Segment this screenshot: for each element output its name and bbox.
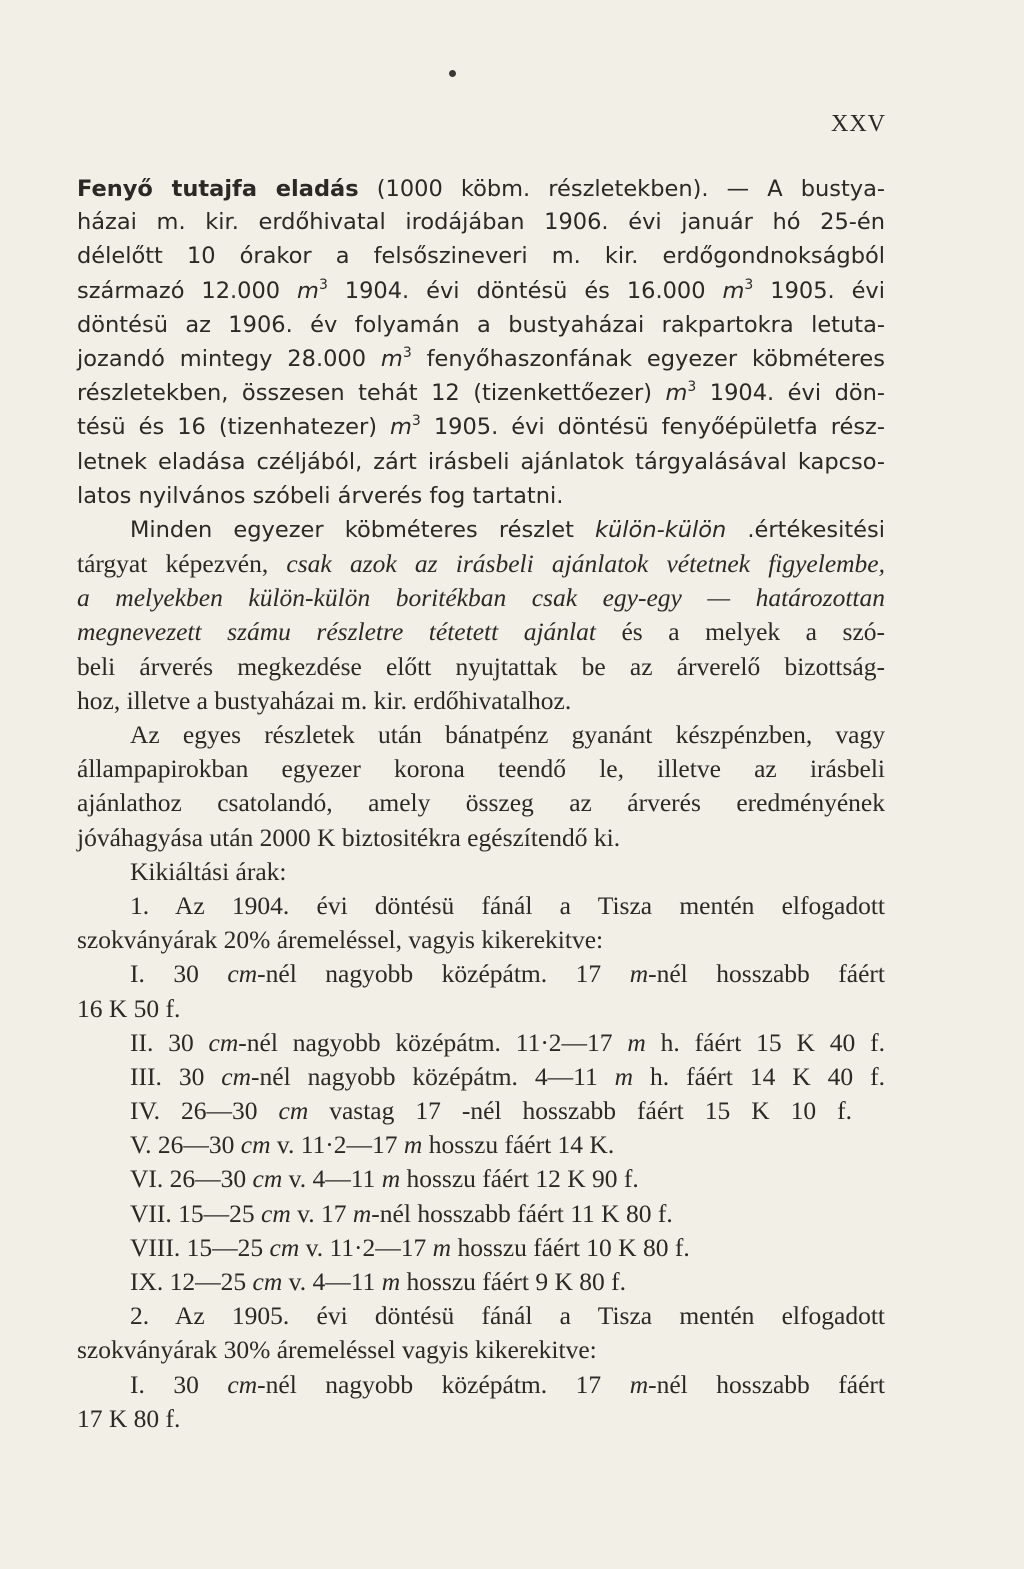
text-line: részletekben, összesen tehát 12 (tizenkettőezer) $m^3$ 1904. évi dön- bbox=[77, 379, 885, 407]
text-line: jóváhagyása után 2000 K biztositékra egészítendő ki. bbox=[77, 822, 621, 852]
text-line: I. 30 cm-nél nagyobb középátm. 17 m-nél hosszabb fáért bbox=[130, 1369, 885, 1399]
text-line: szokványárak 30% áremeléssel vagyis kikerekitve: bbox=[77, 1335, 597, 1365]
printed-dot bbox=[449, 70, 456, 77]
text-line: VIII. 15—25 cm v. 11·2—17 m hosszu fáért 10 K 80 f. bbox=[130, 1232, 690, 1262]
text-line: VI. 26—30 cm v. 4—11 m hosszu fáért 12 K 90 f. bbox=[130, 1164, 639, 1194]
text-line: I. 30 cm-nél nagyobb középátm. 17 m-nél hosszabb fáért bbox=[130, 959, 885, 989]
text-line: IX. 12—25 cm v. 4—11 m hosszu fáért 9 K 80 f. bbox=[130, 1267, 627, 1296]
body-text bbox=[77, 171, 885, 1436]
text-line: 17 K 80 f. bbox=[77, 1403, 181, 1433]
text-line: Minden egyezer köbméteres részlet külön-külön .értékesitési bbox=[130, 516, 885, 543]
text-line: VII. 15—25 cm v. 17 m-nél hosszabb fáért 11 K 80 f. bbox=[130, 1198, 673, 1228]
text-line: beli árverés megkezdése előtt nyujtattak be az árverelő bizottság- bbox=[77, 651, 885, 681]
text-line: megnevezett számu részletre tétetett ajánlat és a melyek a szó- bbox=[77, 617, 885, 647]
text-line: jozandó mintegy 28.000 $m^3$ fenyőhaszonfának egyezer köbméteres bbox=[77, 344, 885, 372]
text-line: tésü és 16 (tizenhatezer) $m^3$ 1905. évi döntésü fenyőépületfa rész- bbox=[77, 413, 885, 441]
text-line: állampapirokban egyezer korona teendő le, illetve az irásbeli bbox=[77, 754, 885, 784]
text-line: 1. Az 1904. évi döntésü fánál a Tisza mentén elfogadott bbox=[130, 890, 885, 920]
text-line: házai m. kir. erdőhivatal irodájában 1906. évi január hó 25-én bbox=[77, 209, 885, 236]
text-line: III. 30 cm-nél nagyobb középátm. 4—11 m h. fáért 14 K 40 f. bbox=[130, 1061, 886, 1091]
text-line: a melyekben külön-külön boritékban csak egy-egy — határozottan bbox=[77, 583, 885, 613]
text-line: tárgyat képezvén, csak azok az irásbeli ajánlatok vétetnek figyelembe, bbox=[77, 549, 886, 579]
text-line: származó 12.000 $m^3$ 1904. évi döntésü és 16.000 $m^3$ 1905. évi bbox=[77, 276, 885, 304]
text-line: V. 26—30 cm v. 11·2—17 m hosszu fáért 14 K. bbox=[130, 1130, 615, 1160]
text-line: döntésü az 1906. év folyamán a bustyaházai rakpartokra letuta- bbox=[77, 311, 885, 338]
text-line: Az egyes részletek után bánatpénz gyanánt készpénzben, vagy bbox=[130, 720, 885, 749]
text-line: Fenyő tutajfa eladás (1000 köbm. részletekben). — A bustya- bbox=[77, 176, 885, 202]
section-heading: Fenyő tutajfa eladás bbox=[77, 176, 359, 202]
text-line: letnek eladása czéljából, zárt irásbeli ajánlatok tárgyalásával kapcso- bbox=[77, 448, 885, 475]
text-line: hoz, illetve a bustyaházai m. kir. erdőhivatalhoz. bbox=[77, 685, 572, 715]
text-line: 16 K 50 f. bbox=[77, 993, 181, 1023]
text-line: latos nyilvános szóbeli árverés fog tartatni. bbox=[77, 482, 564, 509]
text-line: ajánlathoz csatolandó, amely összeg az árverés eredményének bbox=[77, 788, 885, 818]
text-line: IV. 26—30 cm vastag 17 -nél hosszabb fáért 15 K 10 f. bbox=[130, 1096, 852, 1126]
text-line: délelőtt 10 órakor a felsőszineveri m. kir. erdőgondnokságból bbox=[77, 243, 885, 270]
text-line: szokványárak 20% áremeléssel, vagyis kikerekitve: bbox=[77, 925, 604, 955]
text-line: Kikiáltási árak: bbox=[130, 856, 287, 886]
text-line: II. 30 cm-nél nagyobb középátm. 11·2—17 m h. fáért 15 K 40 f. bbox=[130, 1027, 885, 1057]
page-number: XXV bbox=[831, 111, 886, 137]
text-line: 2. Az 1905. évi döntésü fánál a Tisza mentén elfogadott bbox=[130, 1301, 885, 1331]
